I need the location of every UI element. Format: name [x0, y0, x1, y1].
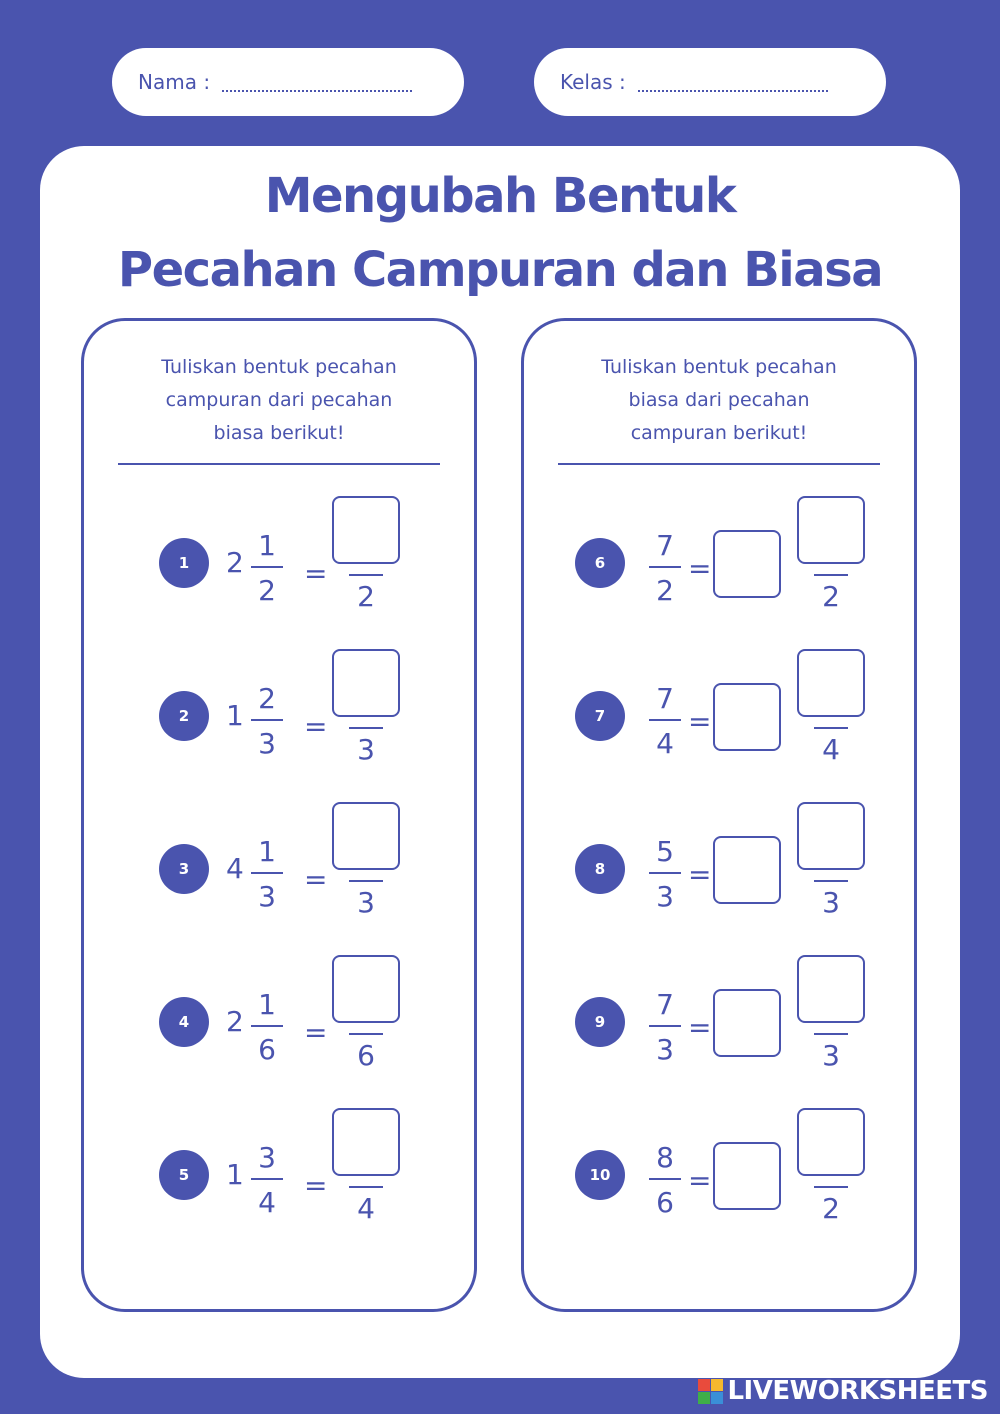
answer-denominator: 2	[822, 1192, 840, 1225]
class-field[interactable]	[534, 48, 886, 116]
logo-square	[711, 1392, 723, 1404]
problem-number: 3	[159, 844, 209, 894]
name-input-line[interactable]	[222, 72, 412, 92]
answer-denominator: 3	[357, 886, 375, 919]
answer-whole-box[interactable]	[713, 1142, 781, 1210]
answer-numerator-box[interactable]	[797, 496, 865, 564]
whole-number: 4	[226, 852, 244, 885]
logo-square	[698, 1379, 710, 1391]
fraction-bar	[251, 566, 283, 568]
answer-denominator: 6	[357, 1039, 375, 1072]
answer-numerator-box[interactable]	[797, 649, 865, 717]
answer-denominator: 4	[357, 1192, 375, 1225]
numerator: 1	[258, 835, 276, 868]
answer-fraction-bar	[814, 1033, 848, 1035]
numerator: 1	[258, 988, 276, 1021]
answer-denominator: 3	[822, 886, 840, 919]
whole-number: 2	[226, 546, 244, 579]
instruction-line: campuran dari pecahan	[165, 389, 393, 411]
denominator: 6	[656, 1186, 674, 1219]
fraction-bar	[251, 1178, 283, 1180]
denominator: 4	[258, 1186, 276, 1219]
instruction-line: biasa berikut!	[213, 422, 345, 444]
answer-denominator: 2	[822, 580, 840, 613]
whole-number: 2	[226, 1005, 244, 1038]
problem-number: 5	[159, 1150, 209, 1200]
instruction-line: Tuliskan bentuk pecahan	[161, 356, 397, 378]
numerator: 3	[258, 1141, 276, 1174]
numerator: 7	[656, 529, 674, 562]
answer-numerator-box[interactable]	[332, 1108, 400, 1176]
left-divider	[118, 463, 440, 465]
numerator: 7	[656, 988, 674, 1021]
fraction-bar	[649, 1025, 681, 1027]
equals-sign: =	[304, 710, 328, 743]
whole-number: 1	[226, 699, 244, 732]
denominator: 6	[258, 1033, 276, 1066]
answer-denominator: 4	[822, 733, 840, 766]
equals-sign: =	[304, 863, 328, 896]
answer-denominator: 3	[822, 1039, 840, 1072]
fraction-bar	[251, 1025, 283, 1027]
denominator: 3	[258, 727, 276, 760]
whole-number: 1	[226, 1158, 244, 1191]
answer-whole-box[interactable]	[713, 836, 781, 904]
answer-numerator-box[interactable]	[332, 649, 400, 717]
fraction-bar	[649, 1178, 681, 1180]
name-field[interactable]	[112, 48, 464, 116]
answer-whole-box[interactable]	[713, 683, 781, 751]
logo-icon	[698, 1379, 723, 1404]
right-instruction	[554, 351, 884, 450]
brand-name: LIVEWORKSHEETS	[727, 1376, 988, 1406]
answer-fraction-bar	[814, 727, 848, 729]
instruction-line: campuran berikut!	[630, 422, 808, 444]
numerator: 5	[656, 835, 674, 868]
answer-fraction-bar	[349, 574, 383, 576]
answer-fraction-bar	[814, 880, 848, 882]
answer-fraction-bar	[349, 880, 383, 882]
answer-fraction-bar	[814, 1186, 848, 1188]
instruction-line: Tuliskan bentuk pecahan	[601, 356, 837, 378]
numerator: 8	[656, 1141, 674, 1174]
class-input-line[interactable]	[638, 72, 828, 92]
answer-fraction-bar	[349, 1186, 383, 1188]
name-label: Nama :	[138, 70, 211, 94]
problem-number: 7	[575, 691, 625, 741]
class-label: Kelas :	[560, 70, 626, 94]
answer-whole-box[interactable]	[713, 530, 781, 598]
answer-denominator: 2	[357, 580, 375, 613]
denominator: 3	[258, 880, 276, 913]
equals-sign: =	[688, 705, 712, 738]
fraction-bar	[649, 719, 681, 721]
liveworksheets-logo	[698, 1376, 988, 1406]
answer-numerator-box[interactable]	[332, 955, 400, 1023]
equals-sign: =	[688, 552, 712, 585]
title-line-1: Mengubah Bentuk	[264, 168, 736, 224]
denominator: 3	[656, 880, 674, 913]
problem-number: 10	[575, 1150, 625, 1200]
fraction-bar	[251, 872, 283, 874]
logo-square	[698, 1392, 710, 1404]
answer-fraction-bar	[349, 1033, 383, 1035]
numerator: 7	[656, 682, 674, 715]
instruction-line: biasa dari pecahan	[628, 389, 810, 411]
fraction-bar	[649, 872, 681, 874]
problem-number: 4	[159, 997, 209, 1047]
numerator: 1	[258, 529, 276, 562]
answer-numerator-box[interactable]	[797, 802, 865, 870]
problem-number: 6	[575, 538, 625, 588]
numerator: 2	[258, 682, 276, 715]
problem-number: 9	[575, 997, 625, 1047]
problem-number: 1	[159, 538, 209, 588]
equals-sign: =	[304, 1169, 328, 1202]
left-instruction	[114, 351, 444, 450]
equals-sign: =	[688, 1164, 712, 1197]
denominator: 2	[258, 574, 276, 607]
answer-denominator: 3	[357, 733, 375, 766]
denominator: 2	[656, 574, 674, 607]
answer-fraction-bar	[349, 727, 383, 729]
problem-number: 2	[159, 691, 209, 741]
denominator: 4	[656, 727, 674, 760]
right-divider	[558, 463, 880, 465]
title-line-2: Pecahan Campuran dan Biasa	[117, 242, 883, 298]
equals-sign: =	[688, 1011, 712, 1044]
equals-sign: =	[688, 858, 712, 891]
denominator: 3	[656, 1033, 674, 1066]
equals-sign: =	[304, 557, 328, 590]
answer-numerator-box[interactable]	[797, 955, 865, 1023]
answer-numerator-box[interactable]	[332, 496, 400, 564]
answer-fraction-bar	[814, 574, 848, 576]
logo-square	[711, 1379, 723, 1391]
fraction-bar	[251, 719, 283, 721]
answer-whole-box[interactable]	[713, 989, 781, 1057]
problem-number: 8	[575, 844, 625, 894]
answer-numerator-box[interactable]	[332, 802, 400, 870]
answer-numerator-box[interactable]	[797, 1108, 865, 1176]
fraction-bar	[649, 566, 681, 568]
equals-sign: =	[304, 1016, 328, 1049]
